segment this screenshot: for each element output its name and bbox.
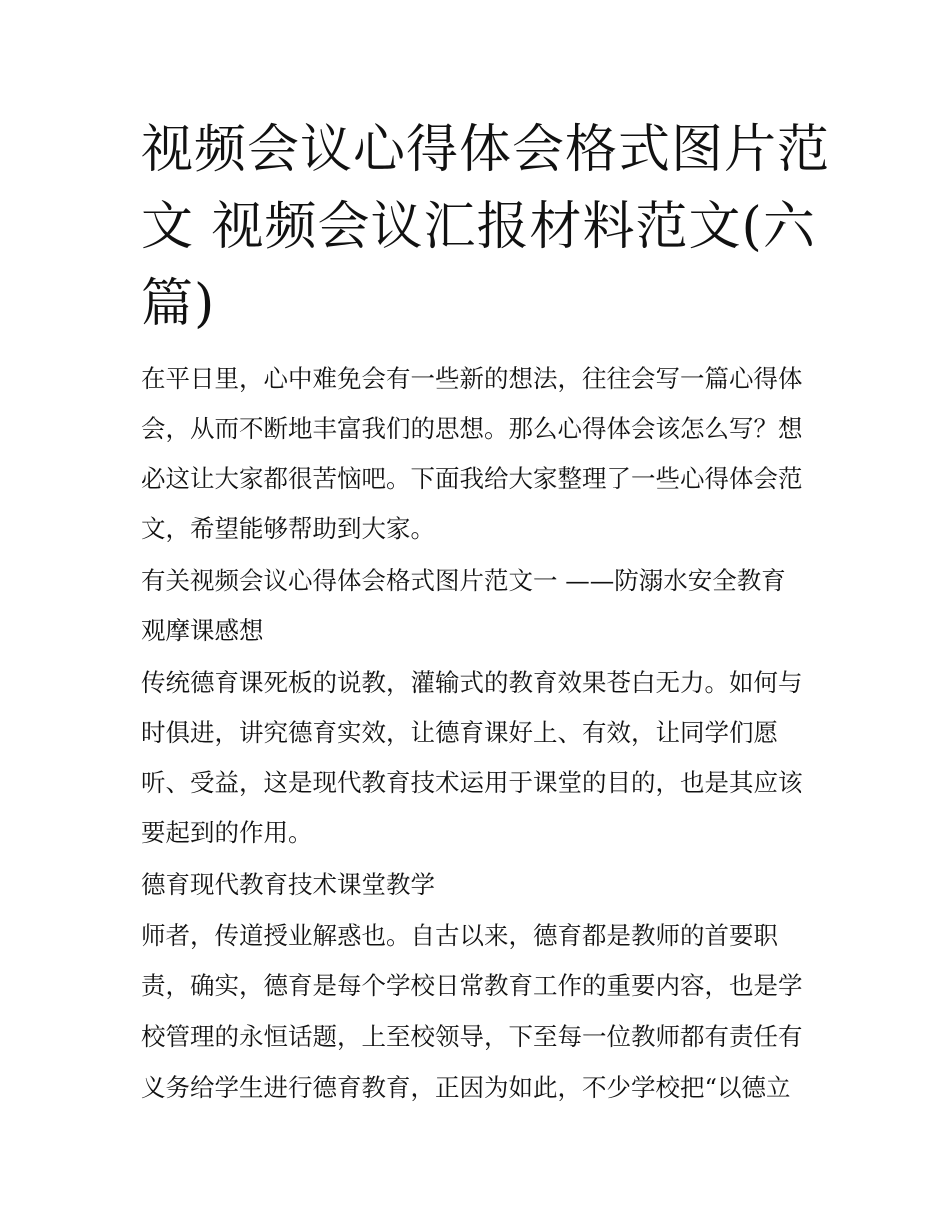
section-heading-line: 有关视频会议心得体会格式图片范文一 ——防溺水安全教育 <box>141 566 786 595</box>
document-title <box>141 112 831 343</box>
title-line: 视频会议心得体会格式图片范 <box>141 120 831 180</box>
body-line: 校管理的永恒话题，上至校领导，下至每一位教师都有责任有 <box>141 1022 803 1051</box>
section-heading-line: 观摩课感想 <box>141 616 264 645</box>
title-line: 文 视频会议汇报材料范文(六 <box>141 197 816 257</box>
body-line: 文，希望能够帮助到大家。 <box>141 514 435 543</box>
body-line: 师者，传道授业解惑也。自古以来，德育都是教师的首要职 <box>141 921 778 950</box>
body-line: 时俱进，讲究德育实效，让德育课好上、有效，让同学们愿 <box>141 718 778 747</box>
title-line: 篇) <box>141 274 216 334</box>
body-line: 义务给学生进行德育教育，正因为如此，不少学校把“以德立 <box>141 1073 791 1102</box>
body-line: 听、受益，这是现代教育技术运用于课堂的目的，也是其应该 <box>141 768 803 797</box>
body-line: 传统德育课死板的说教，灌输式的教育效果苍白无力。如何与 <box>141 668 803 697</box>
body-line: 要起到的作用。 <box>141 818 313 847</box>
subheading-line: 德育现代教育技术课堂教学 <box>141 870 435 899</box>
body-line: 必这让大家都很苦恼吧。下面我给大家整理了一些心得体会范 <box>141 464 803 493</box>
body-line: 责，确实，德育是每个学校日常教育工作的重要内容，也是学 <box>141 971 803 1000</box>
body-line: 在平日里，心中难免会有一些新的想法，往往会写一篇心得体 <box>141 364 803 393</box>
body-line: 会，从而不断地丰富我们的思想。那么心得体会该怎么写？想 <box>141 414 803 443</box>
